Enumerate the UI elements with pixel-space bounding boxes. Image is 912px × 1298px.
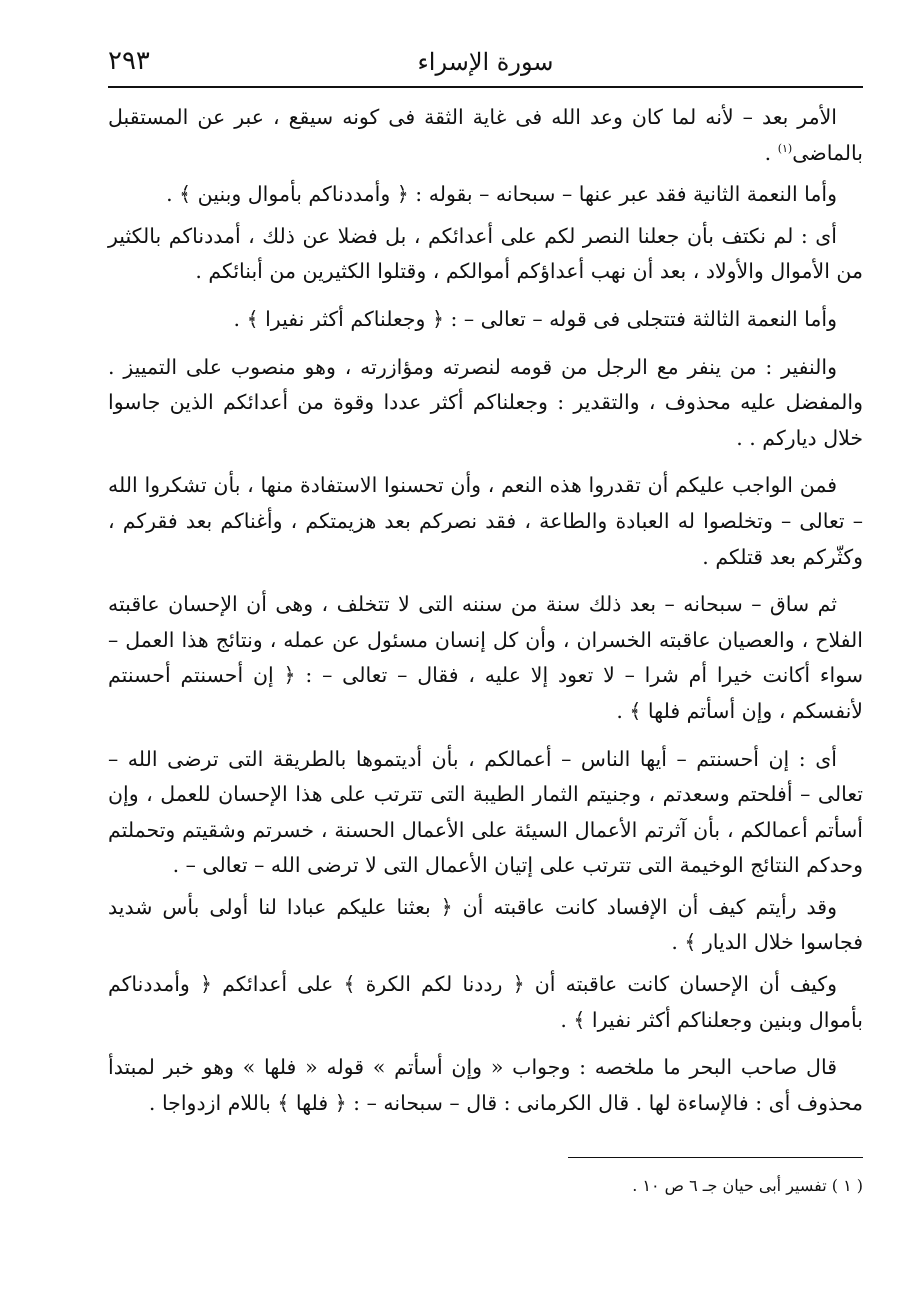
paragraph bbox=[108, 350, 863, 457]
page-header bbox=[108, 40, 863, 84]
paragraph bbox=[108, 967, 863, 1038]
paragraph-text: قال صاحب البحر ما ملخصه : وجواب « وإن أسأتم » قوله « فلها » وهو خبر لمبتدأ محذوف أى : فالإساءة لها . قال الكرمانى : قال – سبحانه – : ﴿ فلها ﴾ باللام ازدواجا . bbox=[108, 1055, 863, 1115]
paragraph bbox=[108, 890, 863, 961]
paragraph-text: والنفير : من ينفر مع الرجل من قومه لنصرته ومؤازرته ، وهو منصوب على التمييز . والمفضل عليه محذوف ، والتقدير : وجعلناكم أكثر عددا وقوة من أعدائكم الذين جاسوا خلال دياركم . . bbox=[108, 354, 863, 450]
paragraph-text: وأما النعمة الثانية فقد عبر عنها – سبحانه – بقوله : ﴿ وأمددناكم بأموال وبنين ﴾ . bbox=[166, 182, 837, 207]
paragraph bbox=[108, 742, 863, 884]
paragraph bbox=[108, 100, 863, 171]
paragraph bbox=[108, 468, 863, 575]
paragraph bbox=[108, 1050, 863, 1121]
paragraph-tail: . bbox=[764, 140, 778, 165]
paragraph-text: ثم ساق – سبحانه – بعد ذلك سنة من سننه التى لا تتخلف ، وهى أن الإحسان عاقبته الفلاح ، والعصيان عاقبته الخسران ، وأن كل إنسان مسئول عن عمله ، ونتائج هذا العمل – سواء أكانت خيرا أم شرا – لا تعود إلا عليه ، فقال – تعالى – : ﴿ إن أحسنتم أحسنتم لأنفسكم ، وإن أسأتم فلها ﴾ . bbox=[108, 592, 863, 723]
header-divider bbox=[108, 86, 863, 88]
paragraph-text: وقد رأيتم كيف أن الإفساد كانت عاقبته أن ﴿ بعثنا عليكم عبادا لنا أولى بأس شديد فجاسوا خلال الديار ﴾ . bbox=[108, 894, 863, 955]
body-text bbox=[108, 100, 863, 1127]
paragraph-text: أى : إن أحسنتم – أيها الناس – أعمالكم ، بأن أديتموها بالطريقة التى ترضى الله – تعالى – أفلحتم وسعدتم ، وجنيتم الثمار الطيبة التى تترتب على هذا الإحسان للعمل ، وإن أسأتم أعمالكم ، بأن آثرتم الأعمال السيئة على الأعمال الحسنة ، خسرتم وشقيتم وتحملتم وحدكم النتائج الوخيمة التى تترتب على إتيان الأعمال التى لا ترضى الله – تعالى – . bbox=[108, 746, 863, 878]
page-number: ٢٩٣ bbox=[108, 46, 150, 76]
paragraph-text: وكيف أن الإحسان كانت عاقبته أن ﴿ رددنا لكم الكرة ﴾ على أعدائكم ﴿ وأمددناكم بأموال وبنين وجعلناكم أكثر نفيرا ﴾ . bbox=[108, 972, 863, 1032]
paragraph-text: أى : لم نكتف بأن جعلنا النصر لكم على أعدائكم ، بل فضلا عن ذلك ، أمددناكم بالكثير من الأموال والأولاد ، بعد أن نهب أعداؤكم أموالكم ، وقتلوا الكثيرين من أبنائكم . bbox=[108, 223, 863, 284]
footnote: ( ١ ) تفسير أبى حيان جـ ٦ ص ١٠ . bbox=[632, 1176, 863, 1195]
paragraph bbox=[108, 177, 863, 213]
paragraph-text: فمن الواجب عليكم أن تقدروا هذه النعم ، وأن تحسنوا الاستفادة منها ، بأن تشكروا الله – تعالى – وتخلصوا له العبادة والطاعة ، فقد نصركم بعد هزيمتكم ، وأغناكم بعد فقركم ، وكثّركم بعد قتلكم . bbox=[108, 473, 863, 569]
paragraph bbox=[108, 302, 863, 338]
surah-title: سورة الإسراء bbox=[417, 48, 554, 76]
footnote-marker: (١) bbox=[777, 141, 793, 155]
paragraph-text: الأمر بعد – لأنه لما كان وعد الله فى غاية الثقة فى كونه سيقع ، عبر عن المستقبل بالماضى bbox=[108, 105, 863, 165]
paragraph-text: وأما النعمة الثالثة فتتجلى فى قوله – تعالى – : ﴿ وجعلناكم أكثر نفيرا ﴾ . bbox=[233, 306, 837, 331]
footnote-divider bbox=[568, 1157, 863, 1158]
paragraph bbox=[108, 587, 863, 729]
paragraph bbox=[108, 219, 863, 290]
